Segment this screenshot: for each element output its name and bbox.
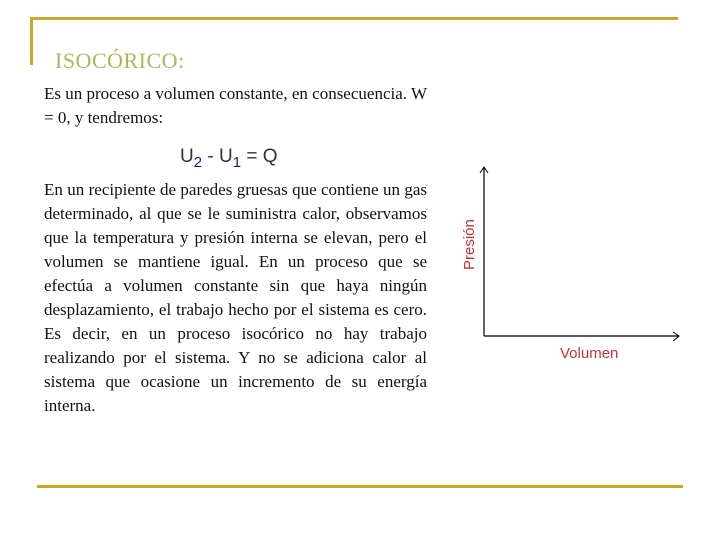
- eq-rhs: = Q: [241, 146, 278, 167]
- y-axis-label: Presión: [461, 219, 478, 270]
- body-paragraph: En un recipiente de paredes gruesas que contiene un gas determinado, al que se le suministra calor, observamos que la temperatura y presión interna se elevan, pero el volumen se mantiene igual. En un proceso que se efectúa a volumen constante sin que haya ningún desplazamiento, el trabajo hecho por el sistema es cero. Es decir, en un proceso isocórico no hay trabajo realizando por el sistema. Y no se adiciona calor al sistema que ocasione un incremento de su energía interna.: [44, 180, 427, 415]
- eq-minus: -: [202, 146, 219, 167]
- x-axis-label: Volumen: [560, 345, 619, 362]
- intro-paragraph: Es un proceso a volumen constante, en consecuencia. W = 0, y tendremos:: [44, 84, 427, 127]
- pv-diagram: [455, 160, 695, 365]
- left-rule: [30, 17, 33, 65]
- slide-title: ISOCÓRICO:: [55, 48, 185, 73]
- bottom-rule: [37, 485, 683, 488]
- eq-sub1: 1: [232, 154, 242, 171]
- eq-sub2: 2: [193, 154, 203, 171]
- eq-u1: U: [218, 146, 233, 167]
- eq-u2: U: [180, 146, 194, 167]
- equation: [180, 146, 277, 171]
- top-rule: [30, 17, 678, 20]
